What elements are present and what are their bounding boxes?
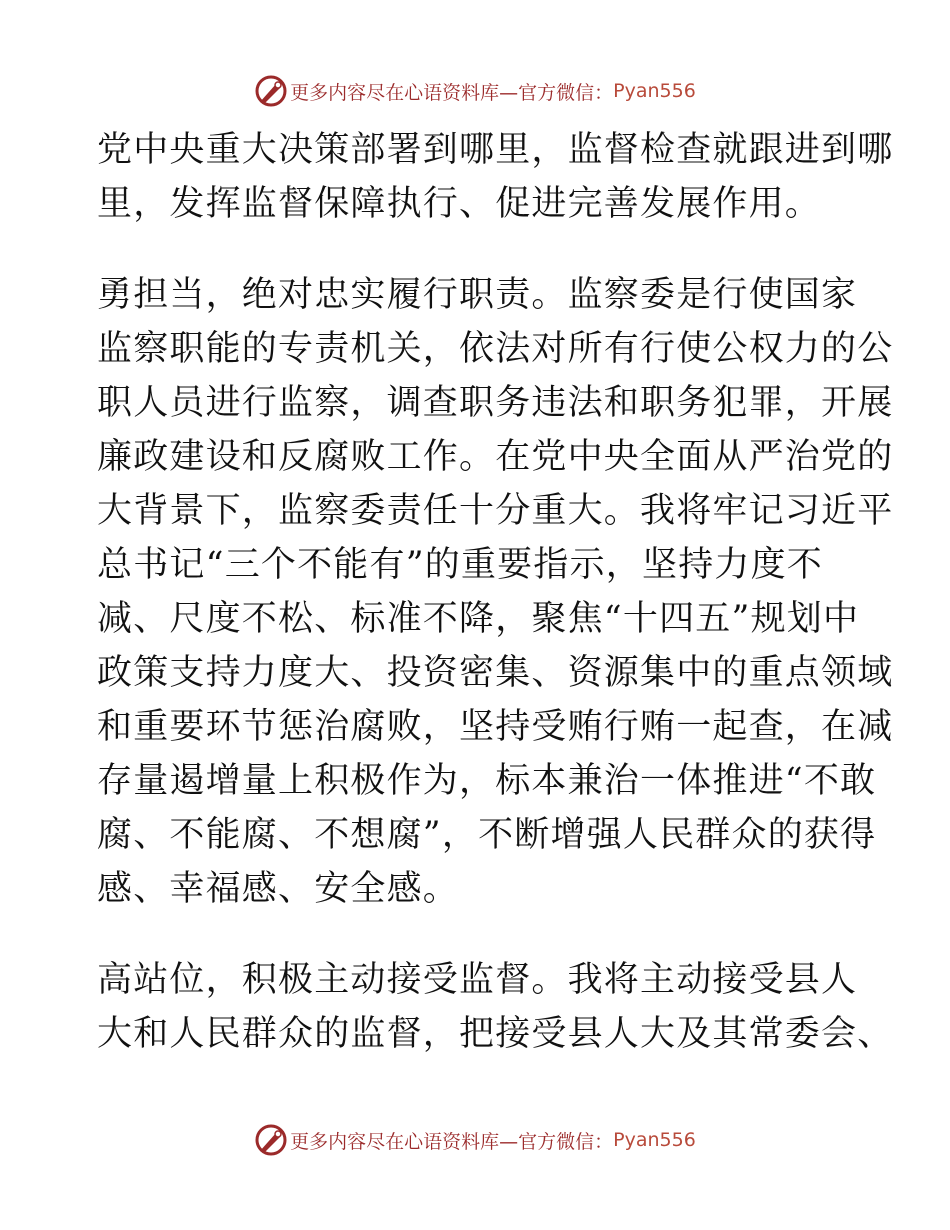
text-line: 高站位，积极主动接受监督。我将主动接受县人 <box>97 960 858 1000</box>
text-line: 减、尺度不松、标准不降，聚焦“十四五”规划中 <box>97 599 860 639</box>
text-line: 感、幸福感、安全感。 <box>97 869 460 909</box>
document-body <box>97 123 894 1061</box>
text-line: 腐、不能腐、不想腐”，不断增强人民群众的获得 <box>97 815 877 855</box>
text-line: 监察职能的专责机关，依法对所有行使公权力的公 <box>97 329 894 369</box>
paragraph <box>97 123 894 231</box>
watermark-site-text: 更多内容尽在心语资料库—官方微信： <box>290 81 614 104</box>
pen-logo-icon <box>254 74 288 108</box>
text-line: 勇担当，绝对忠实履行职责。监察委是行使国家 <box>97 275 858 315</box>
text-line: 大和人民群众的监督，把接受县人大及其常委会、 <box>97 1014 894 1054</box>
watermark-site-text: 更多内容尽在心语资料库—官方微信： <box>290 1130 614 1153</box>
paragraph <box>97 268 894 916</box>
text-line: 大背景下，监察委责任十分重大。我将牢记习近平 <box>97 491 894 531</box>
text-line: 存量遏增量上积极作为，标本兼治一体推进“不敢 <box>97 761 877 801</box>
watermark-wechat-id: Pyan556 <box>613 80 696 102</box>
text-line: 党中央重大决策部署到哪里，监督检查就跟进到哪 <box>97 130 894 170</box>
text-line: 里，发挥监督保障执行、促进完善发展作用。 <box>97 184 822 224</box>
text-line: 廉政建设和反腐败工作。在党中央全面从严治党的 <box>97 437 894 477</box>
text-line: 和重要环节惩治腐败，坚持受贿行贿一起查，在减 <box>97 707 894 747</box>
paragraph <box>97 953 894 1061</box>
text-line: 政策支持力度大、投资密集、资源集中的重点领域 <box>97 653 894 693</box>
text-line: 职人员进行监察，调查职务违法和职务犯罪，开展 <box>97 383 894 423</box>
header-watermark <box>0 71 950 111</box>
footer-watermark <box>0 1120 950 1160</box>
text-line: 总书记“三个不能有”的重要指示，坚持力度不 <box>97 545 823 585</box>
pen-logo-icon <box>254 1123 288 1157</box>
watermark-wechat-id: Pyan556 <box>613 1129 696 1151</box>
